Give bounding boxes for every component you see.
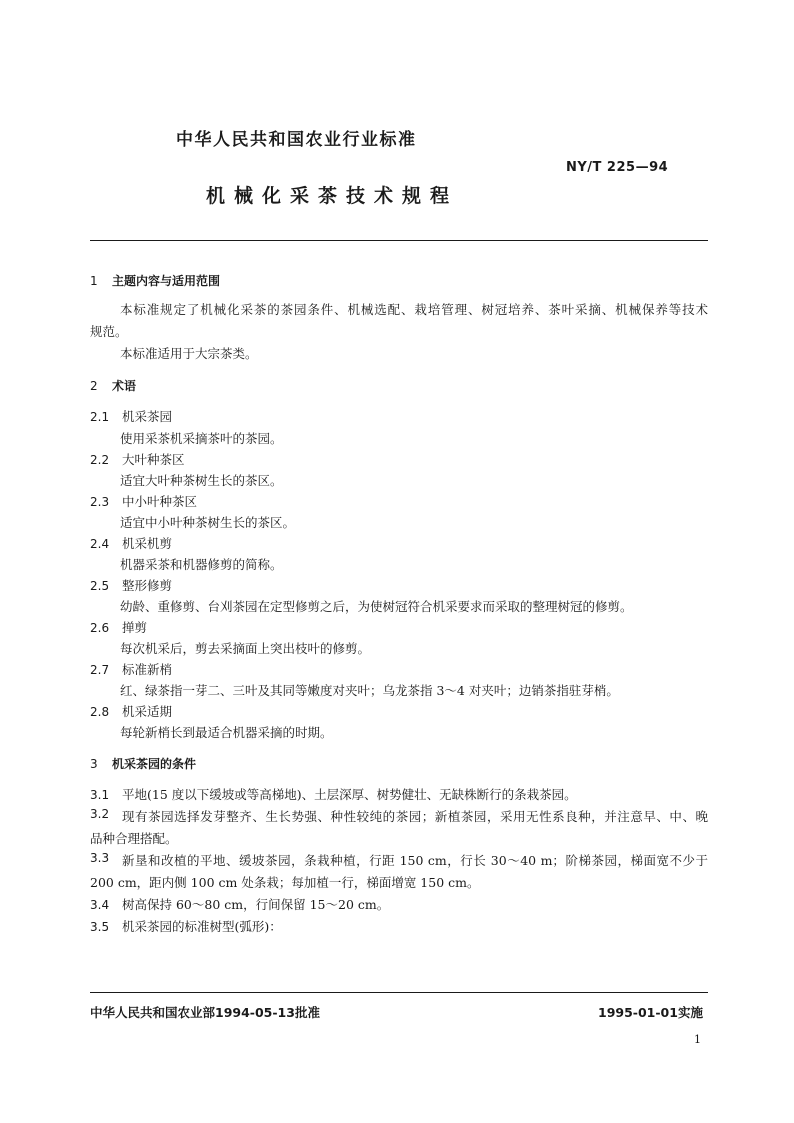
section-1-paragraph-1-line-1: 本标准规定了机械化采茶的茶园条件、机械选配、栽培管理、树冠培养、茶叶采摘、机械保养等技术: [120, 302, 708, 317]
term-2-2: [90, 450, 185, 468]
term-name: 大叶种茶区: [122, 452, 185, 467]
term-2-4-definition: 机器采茶和机器修剪的简称。: [120, 557, 283, 572]
document-title: 机械化采茶技术规程: [206, 185, 459, 207]
term-name: 机采适期: [122, 704, 173, 719]
section-3-heading: [90, 755, 196, 772]
clause-number: 3.5: [90, 920, 110, 934]
term-2-8-definition: 每轮新梢长到最适合机器采摘的时期。: [120, 725, 333, 740]
term-2-3: [90, 492, 197, 510]
section-1-paragraph-1-line-2: 规范。: [90, 324, 128, 339]
clause-text: 平地(15 度以下缓坡或等高梯地)、土层深厚、树势健壮、无缺株断行的条栽茶园。: [122, 787, 577, 802]
term-name: 整形修剪: [122, 578, 173, 593]
section-number: 1: [90, 274, 98, 288]
term-2-6-definition: 每次机采后，剪去采摘面上突出枝叶的修剪。: [120, 641, 371, 656]
term-number: 2.4: [90, 537, 110, 551]
term-number: 2.6: [90, 621, 110, 635]
section-title: 主题内容与适用范围: [112, 274, 221, 288]
standard-code: NY/T 225—94: [566, 160, 669, 175]
clause-number: 3.3: [90, 851, 110, 865]
term-number: 2.7: [90, 663, 110, 677]
section-1-paragraph-2: 本标准适用于大宗茶类。: [120, 346, 258, 361]
term-number: 2.5: [90, 579, 110, 593]
clause-3-5: [90, 917, 282, 935]
section-number: 3: [90, 757, 98, 771]
footer-divider: [90, 992, 708, 993]
approval-line: 中华人民共和国农业部1994-05-13批准: [90, 1005, 320, 1020]
term-number: 2.3: [90, 495, 110, 509]
clause-3-3-line-2: 200 cm，距内侧 100 cm 处条栽；每加植一行，梯面增宽 150 cm。: [90, 875, 480, 890]
effective-date: 1995-01-01实施: [598, 1005, 703, 1020]
term-2-7-definition: 红、绿茶指一芽二、三叶及其同等嫩度对夹叶；乌龙茶指 3～4 对夹叶；边销茶指驻芽梢。: [120, 683, 619, 698]
term-2-3-definition: 适宜中小叶种茶树生长的茶区。: [120, 515, 296, 530]
term-2-6: [90, 618, 147, 636]
term-2-4: [90, 534, 172, 552]
section-title: 机采茶园的条件: [112, 757, 197, 771]
term-2-2-definition: 适宜大叶种茶树生长的茶区。: [120, 473, 283, 488]
clause-text-line-1: 新垦和改植的平地、缓坡茶园，条栽种植，行距 150 cm，行长 30～40 m；阶梯茶园，梯面宽不少于: [122, 853, 708, 868]
term-2-7: [90, 660, 172, 678]
clause-text: 树高保持 60～80 cm，行间保留 15～20 cm。: [122, 897, 390, 912]
clause-number: 3.4: [90, 898, 110, 912]
term-2-1-definition: 使用采茶机采摘茶叶的茶园。: [120, 431, 283, 446]
term-name: 机采茶园: [122, 409, 173, 424]
clause-number: 3.1: [90, 788, 110, 802]
section-number: 2: [90, 379, 98, 393]
term-name: 机采机剪: [122, 536, 173, 551]
clause-text: 机采茶园的标准树型(弧形)：: [122, 919, 282, 934]
clause-3-2: [90, 807, 708, 825]
term-name: 标准新梢: [122, 662, 173, 677]
term-number: 2.2: [90, 453, 110, 467]
term-2-5: [90, 576, 172, 594]
clause-3-4: [90, 895, 389, 913]
clause-number: 3.2: [90, 807, 110, 821]
section-2-heading: [90, 377, 136, 394]
term-2-1: [90, 407, 172, 425]
term-name: 中小叶种茶区: [122, 494, 198, 509]
term-2-8: [90, 702, 172, 720]
term-2-5-definition: 幼龄、重修剪、台刈茶园在定型修剪之后，为使树冠符合机采要求而采取的整理树冠的修剪。: [120, 599, 633, 614]
section-title: 术语: [112, 379, 137, 393]
term-number: 2.1: [90, 410, 110, 424]
clause-3-1: [90, 785, 577, 803]
standard-title: 中华人民共和国农业行业标准: [176, 130, 417, 150]
clause-3-2-line-2: 品种合理搭配。: [90, 831, 178, 846]
term-number: 2.8: [90, 705, 110, 719]
clause-text-line-1: 现有茶园选择发芽整齐、生长势强、种性较纯的茶园；新植茶园，采用无性系良种，并注意早、中、晚: [122, 809, 708, 824]
header-divider: [90, 240, 708, 241]
page-number: 1: [694, 1033, 701, 1046]
section-1-heading: [90, 272, 220, 289]
clause-3-3: [90, 851, 708, 869]
term-name: 掸剪: [122, 620, 148, 635]
